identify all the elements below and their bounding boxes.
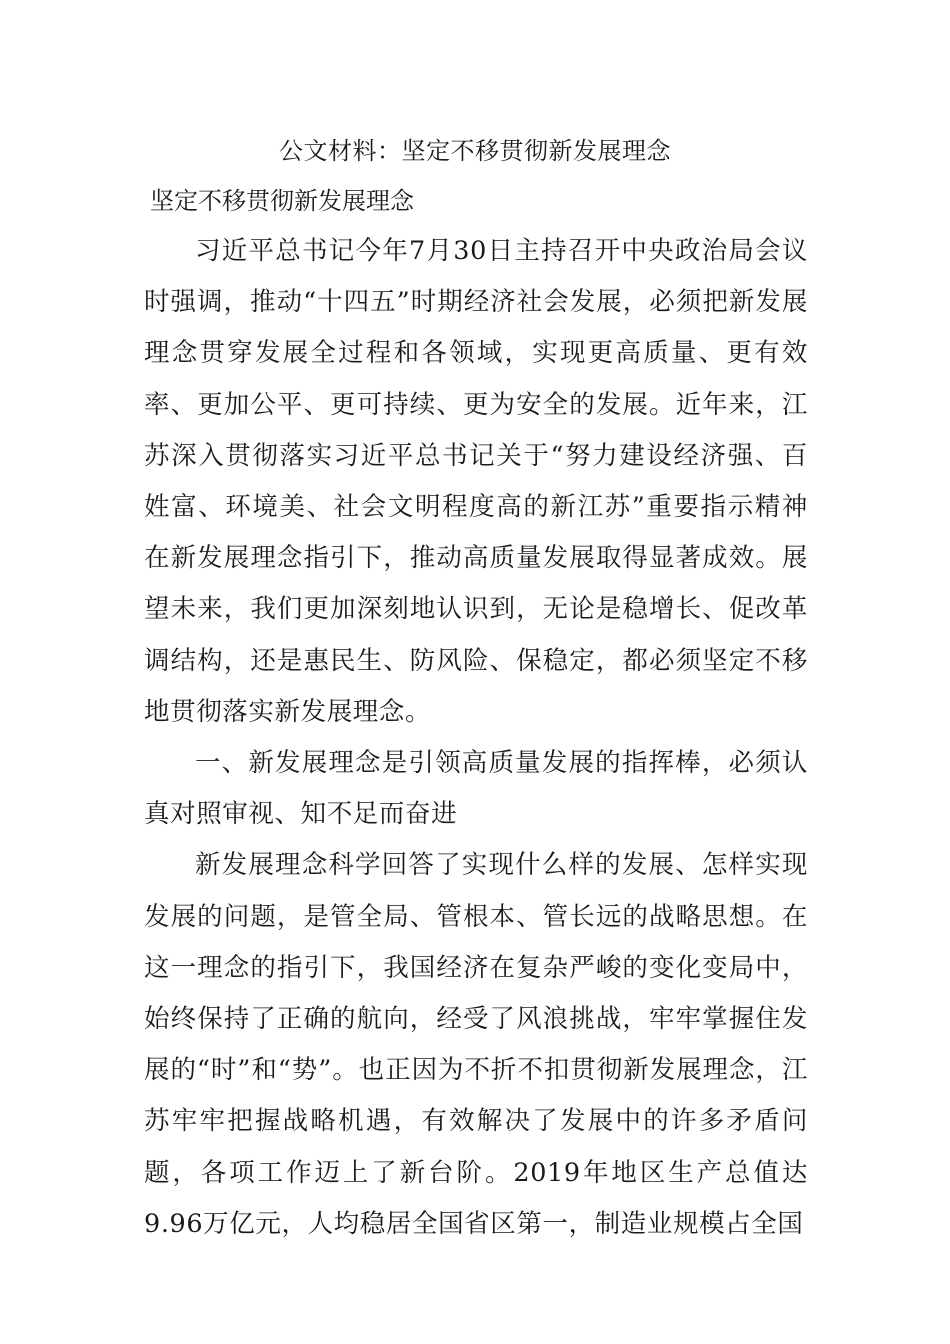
document-title: 公文材料：坚定不移贯彻新发展理念 xyxy=(279,137,671,165)
document-body xyxy=(144,226,808,1250)
document-subtitle: 坚定不移贯彻新发展理念 xyxy=(150,187,414,215)
paragraph-section-1: 新发展理念科学回答了实现什么样的发展、怎样实现发展的问题，是管全局、管根本、管长远的战略思想。在这一理念的指引下，我国经济在复杂严峻的变化变局中，始终保持了正确的航向，经受了风浪挑战，牢牢掌握住发展的“时”和“势”。也正因为不折不扣贯彻新发展理念，江苏牢牢把握战略机遇，有效解决了发展中的许多矛盾问题，各项工作迈上了新台阶。2019年地区生产总值达9.96万亿元，人均稳居全国省区第一，制造业规模占全国 xyxy=(144,850,808,1239)
section-heading-1: 一、新发展理念是引领高质量发展的指挥棒，必须认真对照审视、知不足而奋进 xyxy=(144,748,808,830)
paragraph-intro: 习近平总书记今年7月30日主持召开中央政治局会议时强调，推动“十四五”时期经济社会发展，必须把新发展理念贯穿发展全过程和各领域，实现更高质量、更有效率、更加公平、更可持续、更为安全的发展。近年来，江苏深入贯彻落实习近平总书记关于“努力建设经济强、百姓富、环境美、社会文明程度高的新江苏”重要指示精神在新发展理念指引下，推动高质量发展取得显著成效。展望未来，我们更加深刻地认识到，无论是稳增长、促改革调结构，还是惠民生、防风险、保稳定，都必须坚定不移地贯彻落实新发展理念。 xyxy=(144,236,808,727)
